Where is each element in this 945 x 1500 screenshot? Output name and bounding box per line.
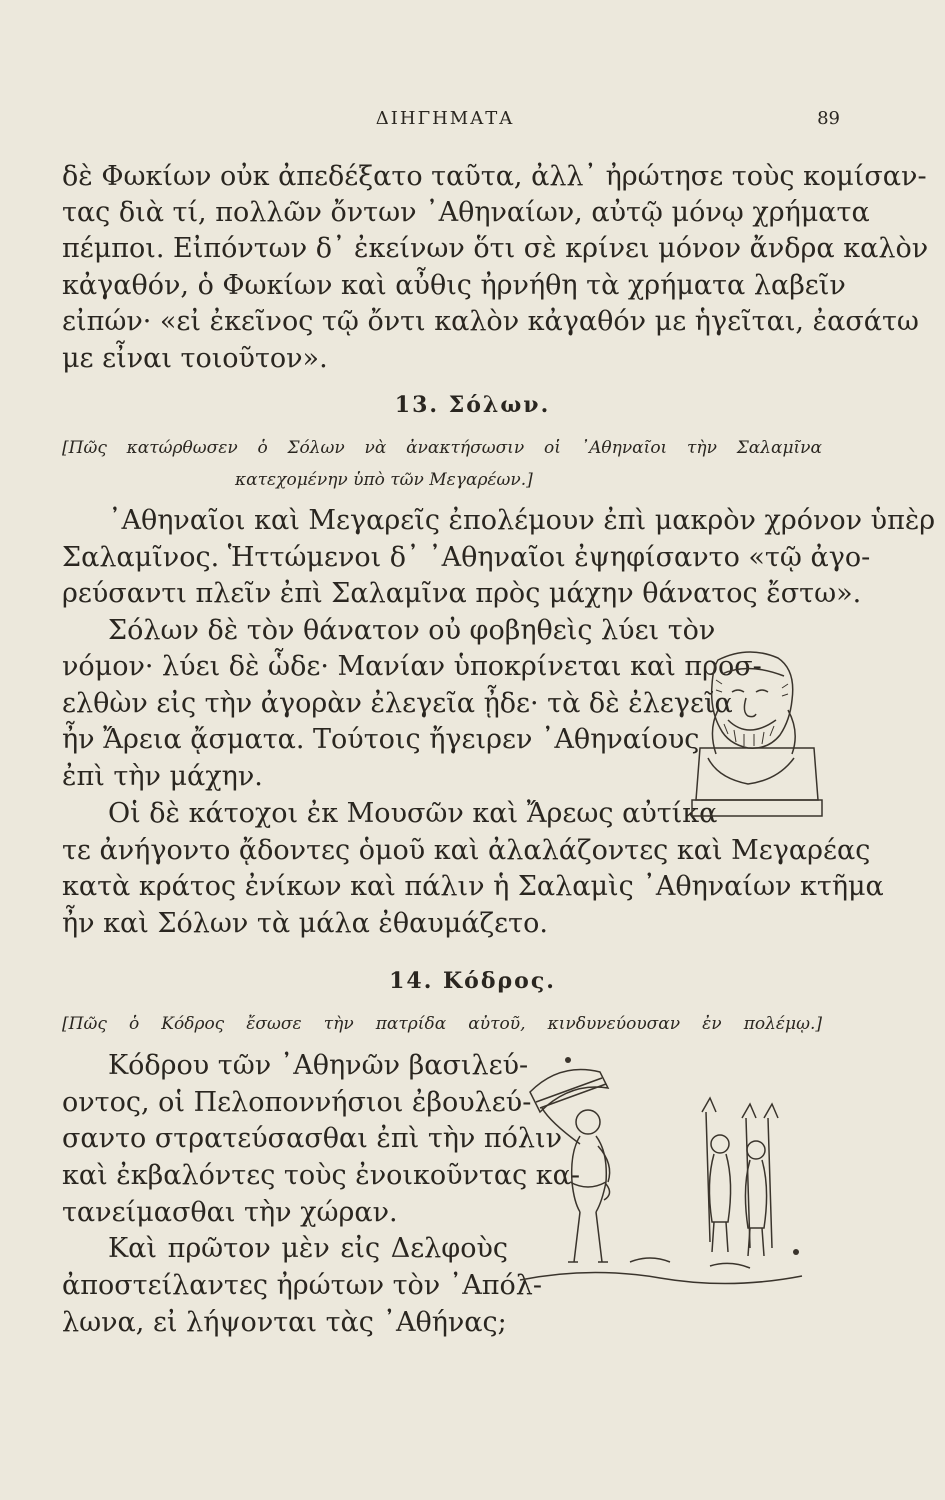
bust-illustration [688, 640, 826, 822]
text-line: τανείμασθαι τὴν χώραν. [62, 1197, 398, 1228]
running-title: ΔΙΗΓΗΜΑΤΑ [375, 108, 515, 129]
text-line: κἀγαθόν, ὁ Φωκίων καὶ αὖθις ἠρνήθη τὰ χρήματα λαβεῖν [62, 270, 846, 301]
section-heading-solon: 13. Σόλων. [394, 392, 551, 418]
text-line: ελθὼν εἰς τὴν ἀγορὰν ἐλεγεῖα ᾖδε· τὰ δὲ ἐλεγεῖα [62, 688, 733, 719]
text-line: εἰπών· «εἰ ἐκεῖνος τῷ ὄντι καλὸν κἀγαθόν με ἡγεῖται, ἐασάτω [62, 306, 919, 337]
text-line: Σόλων δὲ τὸν θάνατον οὐ φοβηθεὶς λύει τὸν [108, 615, 716, 646]
text-line: οντος, οἱ Πελοποννήσιοι ἐβουλεύ- [62, 1087, 532, 1118]
text-line: τας διὰ τί, πολλῶν ὄντων ᾿Αθηναίων, αὐτῷ μόνῳ χρήματα [62, 197, 870, 228]
text-line: λωνα, εἰ λήψονται τὰς ᾿Αθήνας; [62, 1307, 507, 1338]
text-line: ἐπὶ τὴν μάχην. [62, 761, 263, 792]
page-number: 89 [817, 108, 840, 129]
text-line: ἀποστείλαντες ἠρώτων τὸν ᾿Απόλ- [62, 1270, 543, 1301]
text-line: τε ἀνήγοντο ᾄδοντες ὁμοῦ καὶ ἀλαλάζοντες καὶ Μεγαρέας [62, 835, 871, 866]
text-line: νόμον· λύει δὲ ὧδε· Μανίαν ὑποκρίνεται καὶ προσ- [62, 651, 762, 682]
text-line: δὲ Φωκίων οὐκ ἀπεδέξατο ταῦτα, ἀλλ᾿ ἠρώτησε τοὺς κομίσαν- [62, 161, 927, 192]
text-line: καὶ ἐκβαλόντες τοὺς ἐνοικοῦντας κα- [62, 1160, 581, 1191]
text-line: πέμποι. Εἰπόντων δ᾿ ἐκείνων ὅτι σὲ κρίνει μόνον ἄνδρα καλὸν [62, 233, 929, 264]
page-header [0, 108, 945, 138]
section-subtitle: [Πῶς ὁ Κόδρος ἔσωσε τὴν πατρίδα αὐτοῦ, κινδυνεύουσαν ἐν πολέμῳ.] [62, 1014, 822, 1034]
text-line: ἦν καὶ Σόλων τὰ μάλα ἐθαυμάζετο. [62, 908, 548, 939]
text-line: ρεύσαντι πλεῖν ἐπὶ Σαλαμῖνα πρὸς μάχην θάνατος ἔστω». [62, 578, 862, 609]
text-line: κατὰ κράτος ἐνίκων καὶ πάλιν ἡ Σαλαμὶς ᾿Αθηναίων κτῆμα [62, 871, 884, 902]
section-subtitle: [Πῶς κατώρθωσεν ὁ Σόλων νὰ ἀνακτήσωσιν οἱ ᾿Αθηναῖοι τὴν Σαλαμῖνα [62, 438, 822, 458]
text-line: Καὶ πρῶτον μὲν εἰς Δελφοὺς [108, 1233, 508, 1264]
text-line: ἦν Ἄρεια ᾄσματα. Τούτοις ἤγειρεν ᾿Αθηναίους [62, 724, 700, 755]
text-line: Οἱ δὲ κάτοχοι ἐκ Μουσῶν καὶ Ἄρεως αὐτίκα [108, 798, 718, 829]
section-heading-kodros: 14. Κόδρος. [389, 968, 556, 994]
text-line: σαντο στρατεύσασθαι ἐπὶ τὴν πόλιν [62, 1123, 563, 1154]
text-line: με εἶναι τοιοῦτον». [62, 343, 328, 374]
text-line: ᾿Αθηναῖοι καὶ Μεγαρεῖς ἐπολέμουν ἐπὶ μακρὸν χρόνον ὑπὲρ [108, 505, 936, 536]
section-subtitle: κατεχομένην ὑπὸ τῶν Μεγαρέων.] [235, 470, 533, 490]
text-line: Κόδρου τῶν ᾿Αθηνῶν βασιλεύ- [108, 1050, 529, 1081]
woodcutter-and-soldiers-illustration [510, 1052, 810, 1302]
text-line: Σαλαμῖνος. Ἡττώμενοι δ᾿ ᾿Αθηναῖοι ἐψηφίσαντο «τῷ ἀγο- [62, 542, 871, 573]
